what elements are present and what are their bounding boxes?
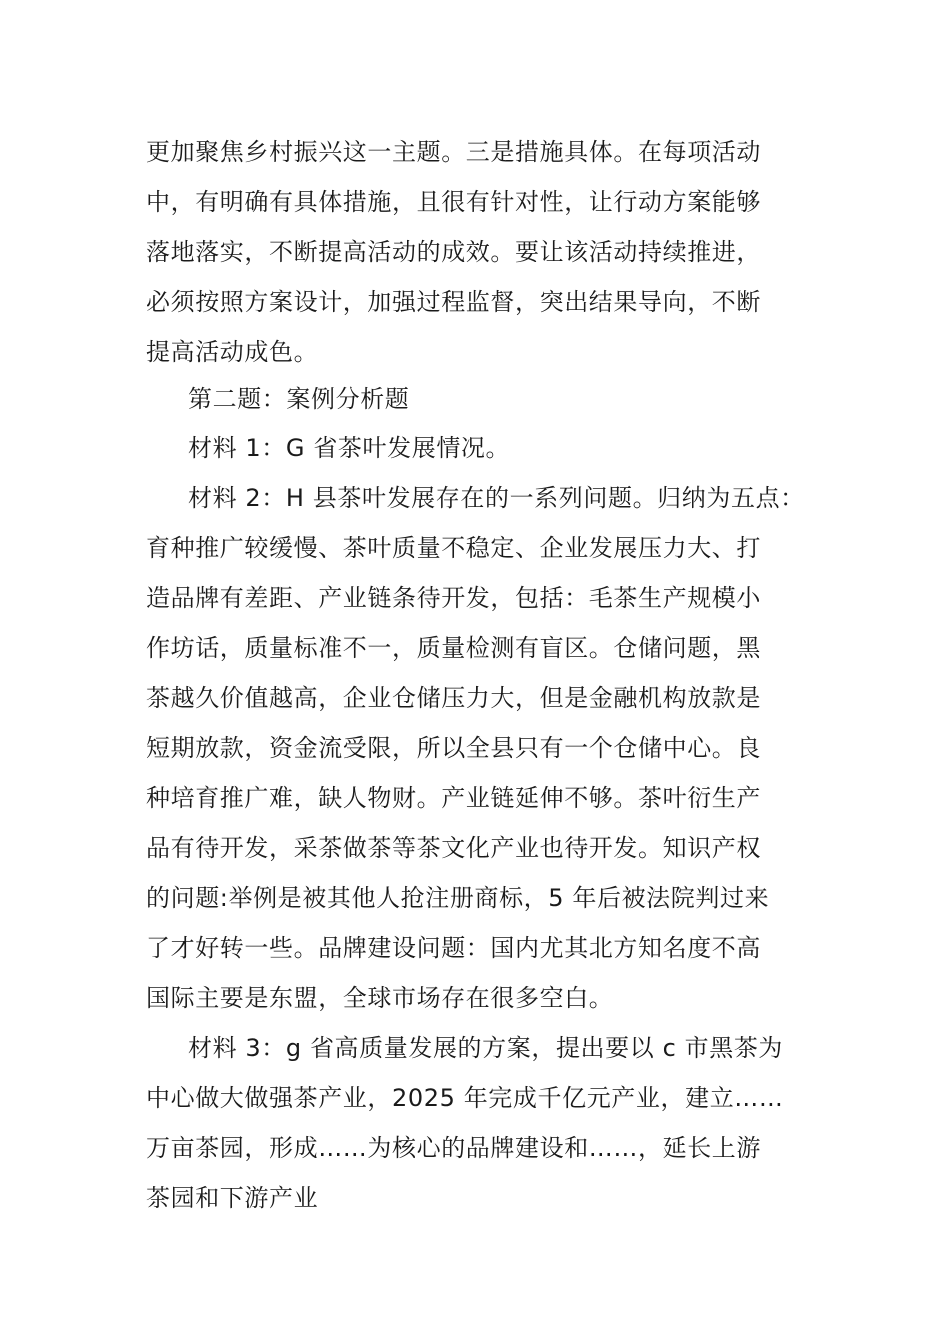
paragraph-line: 国际主要是东盟，全球市场存在很多空白。 xyxy=(146,984,614,1012)
paragraph-line: 短期放款，资金流受限，所以全县只有一个仓储中心。良 xyxy=(146,734,761,762)
material-1-heading: 材料 1：G 省茶叶发展情况。 xyxy=(188,434,511,462)
paragraph-line: 了才好转一些。品牌建设问题：国内尤其北方知名度不高 xyxy=(146,934,761,962)
paragraph-line: 种培育推广难，缺人物财。产业链延伸不够。茶叶衍生产 xyxy=(146,784,761,812)
paragraph-line: 万亩茶园，形成……为核心的品牌建设和……，延长上游 xyxy=(146,1134,761,1162)
paragraph-line: 更加聚焦乡村振兴这一主题。三是措施具体。在每项活动 xyxy=(146,138,761,166)
paragraph-line: 作坊话，质量标准不一，质量检测有盲区。仓储问题，黑 xyxy=(146,634,761,662)
paragraph-line: 必须按照方案设计，加强过程监督，突出结果导向，不断 xyxy=(146,288,761,316)
paragraph-line: 中心做大做强茶产业，2025 年完成千亿元产业，建立…… xyxy=(146,1084,784,1112)
paragraph-line: 茶园和下游产业 xyxy=(146,1184,319,1212)
paragraph-line: 造品牌有差距、产业链条待开发，包括：毛茶生产规模小 xyxy=(146,584,761,612)
paragraph-line: 落地落实，不断提高活动的成效。要让该活动持续推进， xyxy=(146,238,761,266)
paragraph-line: 中，有明确有具体措施，且很有针对性，让行动方案能够 xyxy=(146,188,761,216)
paragraph-line: 品有待开发，采茶做茶等茶文化产业也待开发。知识产权 xyxy=(146,834,761,862)
section-heading: 第二题：案例分析题 xyxy=(188,385,410,413)
paragraph-line: 茶越久价值越高，企业仓储压力大，但是金融机构放款是 xyxy=(146,684,761,712)
paragraph-line: 的问题:举例是被其他人抢注册商标，5 年后被法院判过来 xyxy=(146,884,770,912)
paragraph-line: 提高活动成色。 xyxy=(146,338,319,366)
material-2-line: 材料 2：H 县茶叶发展存在的一系列问题。归纳为五点： xyxy=(188,484,805,512)
paragraph-line: 育种推广较缓慢、茶叶质量不稳定、企业发展压力大、打 xyxy=(146,534,761,562)
material-3-line: 材料 3：g 省高质量发展的方案，提出要以 c 市黑茶为 xyxy=(188,1034,784,1062)
